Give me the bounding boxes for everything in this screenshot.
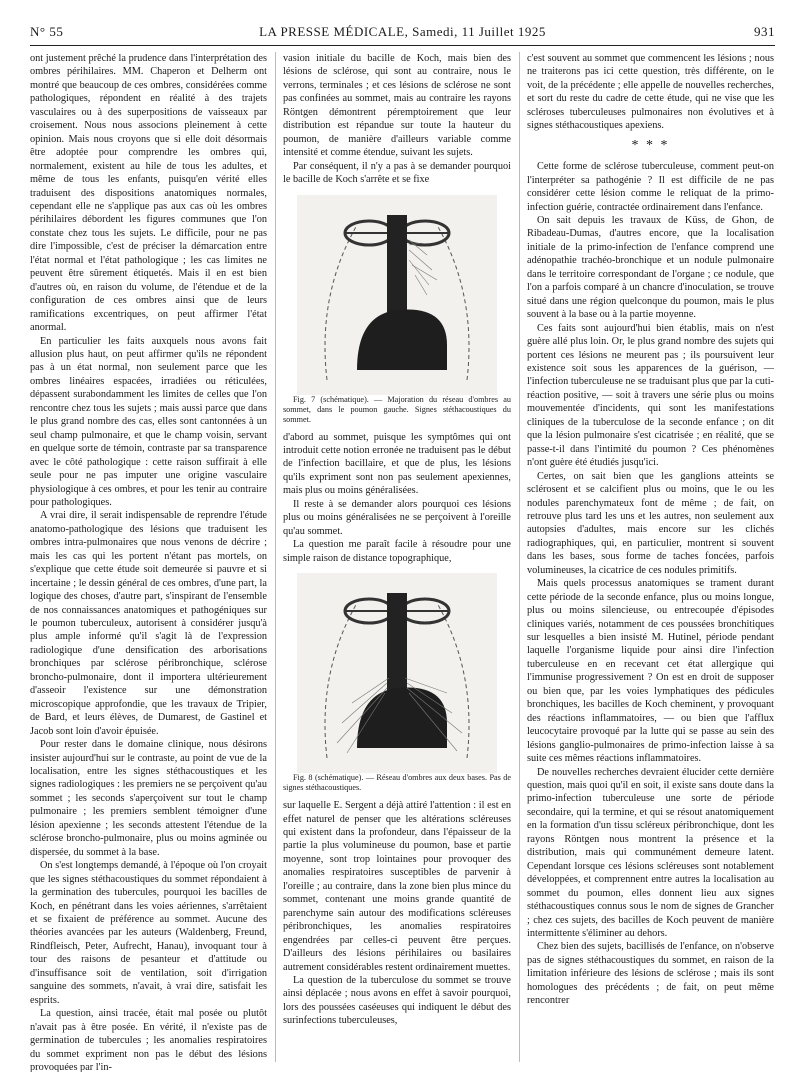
column-divider [519, 52, 520, 1062]
paragraph: Pour rester dans le domaine clinique, nous désirons insister aujourd'hui sur le contraste, au point de vue de la localisation, entre les signes stéthacoustiques et les signes radiologiques : les premiers ne se perçoivent qu'au sommet ; les seconds s'aperçoivent sur tout le champ pulmonaire ; les premiers semblent témoigner d'une lésion apexienne ; les seconds attestent l'étendue de la sclérose broncho-pulmonaire, plus ou moins agminée ou dispersée, du sommet à la base. [30, 739, 267, 858]
figure-7 [283, 195, 511, 425]
paragraph: ont justement prêché la prudence dans l'interprétation des ombres périhilaires. MM. Chaperon et Delherm ont montré que beaucoup de ces ombres, considérées comme pathologiques, répondent en réalité à des trajets vasculaires ou à des superpositions de vaisseaux par croisement. Nous nous associons pleinement à cette opinion. Mais nous croyons que si elle doit désormais être adoptée pour comprendre les ombres qui, normalement, existent au hile de tous les adultes, et même de tous les enfants, puisqu'en vérité elles traduisent des dispositions anatomiques normales, cependant elle ne s'applique pas aux cas où les ombres périhilaires débordent les figures communes que l'on constate chez tous les sujets. Le difficile, pour ne pas dire l'impossible, c'est de préciser la démarcation entre l'état normal et l'état pathologique ; les cas limites ne peuvent être sûrement étiquetés. Mais il en est bien d'autres où, en raison du volume, de l'étendue et de la configuration de ces ombres ainsi que de leurs ramifications excentriques, on peut affirmer l'état anormal. [30, 53, 267, 334]
paragraph: Certes, on sait bien que les ganglions atteints se sclérosent et se calcifient plus ou moins, que le ou les nodules parenchymateux font de même ; de fait, on retrouve plus tard les uns et les autres, non seulement aux autopsies d'adultes, mais encore sur les clichés radiographiques, qui, en particulier, montrent si souvent dans les bases, sous forme de taches foncées, parfois volumineuses, la cicatrice de ces nodules primitifs. [527, 470, 774, 576]
column-3 [527, 52, 774, 1072]
paragraph: Par conséquent, il n'y a pas à se demander pourquoi le bacille de Koch s'arrête et se fixe [283, 160, 511, 186]
figure-8-caption: Fig. 8 (schématique). — Réseau d'ombres aux deux bases. Pas de signes stéthacoustiques. [283, 773, 511, 793]
paragraph: La question, ainsi tracée, était mal posée ou plutôt n'avait pas à être posée. En vérité, il n'existe pas de germination de tubercules ; les anomalies respiratoires du sommet expriment non pas le début des lésions provoquées par l'in- [30, 1008, 267, 1072]
lung-radiograph-schematic [297, 573, 497, 773]
paragraph: Mais quels processus anatomiques se trament durant cette période de la seconde enfance, plus ou moins longue, plus ou moins silencieuse, ou entrecoupée d'épisodes cliniques variés, notamment de ces poussées bronchitiques sur lesquelles a bien insisté M. Hutinel, période pendant laquelle l'organisme liquide pour ainsi dire l'infection tuberculeuse en en recevant cet état allergique qui l'immunise progressivement ? On est en droit de supposer ou bien que, par les voies lymphatiques des pédicules bronchiques, les bacilles de Koch cheminent, y provoquant des réactions inflammatoires, — ou bien que l'afflux leucocytaire provoqué par la lutte qui se passe au sein des lésions ganglio-pulmonaires de primo-infection laisse à sa suite ces mêmes réactions inflammatoires. [527, 578, 774, 765]
figure-8-image [297, 573, 497, 773]
paragraph: Chez bien des sujets, bacillisés de l'enfance, on n'observe pas de signes stéthacoustiques du sommet, en raison de la limitation inférieure des lésions de sclérose ; mais ils sont homologues des précédents ; de fait, on peut même rencontrer [527, 941, 774, 1007]
paragraph: A vrai dire, il serait indispensable de reprendre l'étude anatomo-pathologique des lésions que traduisent les ombres intra-pulmonaires que nous venons de décrire ; mais les cas qui les portent n'étant pas mortels, on s'explique que cette étude soit demeurée si pauvre et si incertaine ; le dessin général de ces ombres, d'une part, la logique des choses, d'autre part, s'inspirant de l'ensemble de nos connaissances anatomiques et pathogéniques sur le poumon tuberculeux, autorisent à considérer jusqu'à plus ample informé qu'il s'agit là de l'expression radiologique d'une densification des arborisations bronchiques par sclérose péribronchique, sclérose broncho-pulmonaire, dont il importera ultérieurement d'asseoir l'existence sur une démonstration microscopique approfondie, que les travaux de Tripier, de Bard, et leurs élèves, de Dumarest, de Gastinel et Jacob sont loin d'avoir épuisée. [30, 510, 267, 737]
journal-title: LA PRESSE MÉDICALE, Samedi, 11 Juillet 1925 [259, 24, 546, 39]
lung-radiograph-schematic [297, 195, 497, 395]
page-header [30, 22, 775, 44]
paragraph: On sait depuis les travaux de Küss, de Ghon, de Ribadeau-Dumas, d'autres encore, que la localisation initiale de la primo-infection de l'enfance comprend une adénopathie trachéo-bronchique et un nodule pulmonaire dans le territoire correspondant de l'organe ; ce nodule, que l'on a parfois comparé à un chancre d'inoculation, se trouve situé dans une région quelconque du poumon, mais le plus souvent à la base ou à la partie moyenne. [527, 214, 774, 321]
column-divider [275, 52, 276, 1062]
paragraph: d'abord au sommet, puisque les symptômes qui ont introduit cette notion erronée ne traduisent pas le début de l'infection bacillaire, et que de plus, les lésions qu'ils expriment sont non pas seulement apexiennes, mais plus ou moins généralisées. [283, 431, 511, 497]
paragraph: Il reste à se demander alors pourquoi ces lésions plus ou moins généralisées ne se perçoivent à l'oreille qu'au sommet. [283, 498, 511, 537]
paragraph: De nouvelles recherches devraient élucider cette dernière question, mais quoi qu'il en soit, il existe sans doute dans la primo-infection tuberculeuse une sorte de période secondaire, qui la termine, et qui se résout anatomiquement en la formation d'un tissu scléreux péribronchique, dont les rayons Röntgen nous montrent la présence et la distribution, mais qui communément demeure latent. Cependant lorsque ces lésions scléreuses sont notablement développées, et comprennent entre autres la localisation au sommet du poumon, elles donnent lieu aux signes stéthacoustiques connus sous le nom de signes de Grancher ; chez ces sujets, des bacilles de Koch peuvent de manière intermittente s'éliminer au dehors. [527, 766, 774, 939]
paragraph: La question me paraît facile à résoudre pour une simple raison de distance topographique, [283, 539, 511, 564]
paragraph: La question de la tuberculose du sommet se trouve ainsi déplacée ; nous avons en effet à savoir pourquoi, lors des poussées caséeuses qui indiquent le début des surinfections tuberculeuses, [283, 974, 511, 1027]
figure-7-caption: Fig. 7 (schématique). — Majoration du réseau d'ombres au sommet, dans le poumon gauche. Signes stéthacoustiques du sommet. [283, 394, 511, 424]
paragraph: vasion initiale du bacille de Koch, mais bien des lésions de sclérose, qui sont au contraire, nous le verrons, terminales ; et ces lésions de sclérose ne sont pas confinées au sommet, mais au contraire les rayons Röntgen démontrent péremptoirement que leur distribution est répandue sur toute la hauteur du poumon, de manière d'ailleurs variable comme intensité et comme étendue, suivant les sujets. [283, 53, 511, 159]
section-separator: * * * [631, 137, 670, 153]
paragraph: sur laquelle E. Sergent a déjà attiré l'attention : il est en effet naturel de penser que les altérations scléreuses qui existent dans la profondeur, dans l'épaisseur de la partie la plus volumineuse du poumon, base et partie moyenne, sont trop lointaines pour provoquer des anomalies respiratoires susceptibles de parvenir à l'oreille ; au contraire, dans la zone bien plus mince du sommet, contenant une moins grande quantité de parenchyme sain autour des modifications scléreuses péribronchiques, les anomalies respiratoires engendrées par celles-ci peuvent être perçues. D'ailleurs des lésions périhilaires ou basilaires autrement considérables restent ordinairement muettes. [283, 800, 511, 973]
paragraph: En particulier les faits auxquels nous avons fait allusion plus haut, on peut affirmer qu'ils ne répondent pas à un état normal, non seulement parce que les ombres linéaires espacées, irradiées ou réticulées, dépassent surabondamment les limites de celles que l'on rencontre chez tous les sujets ; mais aussi parce que dans le plus grand nombre des cas, elles sont cantonnées à un seul champ pulmonaire, et que le champ voisin, servant en quelque sorte de témoin, contraste par sa transparence avec le côté pathologique : cette raison suffirait à elle seule pour ne pas imputer une origine vasculaire physiologique à ces ombres, et pour les tenir au contraire pour pathologiques. [30, 335, 267, 508]
page-number: 931 [754, 24, 775, 39]
paragraph: Ces faits sont aujourd'hui bien établis, mais on n'est guère allé plus loin. Or, le plus grand nombre des sujets qui portent ces lésions ne meurent pas ; ils poursuivent leur existence soit sous les apparences de la guérison, — l'infection tuberculeuse ne se traduisant plus que par la cuti-réaction positive, — soit à travers une série plus ou moins mouvementée d'incidents, qui sont les manifestations cliniques de la tuberculose de la seconde enfance ; on dit que la lésion pulmonaire s'est cicatrisée ; en réalité, que se passe-t-il dans l'intimité du poumon ? Ces phénomènes n'ont guère été étudiés jusqu'ici. [527, 322, 774, 469]
header-rule [30, 45, 775, 46]
paragraph: c'est souvent au sommet que commencent les lésions ; nous ne traiterons pas ici cette question, très différente, on le voit, de la précédente ; elle appelle de nouvelles recherches, et sort du reste du cadre de cette étude, qui ne vise que les scléroses tuberculeuses pulmonaires non évolutives et à signes stéthacoustiques apexiens. [527, 53, 774, 132]
issue-number: N° 55 [30, 24, 64, 39]
paragraph: Cette forme de sclérose tuberculeuse, comment peut-on l'interpréter sa pathogénie ? Il est difficile de ne pas considérer cette lésion comme le reliquat de la primo-infection guérie, contractée ordinairement dans l'enfance. [527, 161, 774, 213]
column-1 [30, 52, 267, 1072]
figure-8 [283, 573, 511, 793]
figure-7-image [297, 195, 497, 395]
column-2 [283, 52, 511, 1072]
paragraph: On s'est longtemps demandé, à l'époque où l'on croyait que les signes stéthacoustiques du sommet répondaient à la germination des tubercules, pourquoi les bacilles de Koch, en pénétrant dans les voies aériennes, s'arrêtaient et se fixaient de préférence au sommet. Aucune des théories avancées par les auteurs (Waldenberg, Freund, Rindfleisch, Peter, Aufrecht, Hanau), invoquant tour à tour des raisons de pesanteur et d'attitude ou d'insuffisance soit de ventilation, soit d'irrigation sanguine des sommets, n'avait, à vrai dire, satisfait les esprits. [30, 860, 267, 1006]
